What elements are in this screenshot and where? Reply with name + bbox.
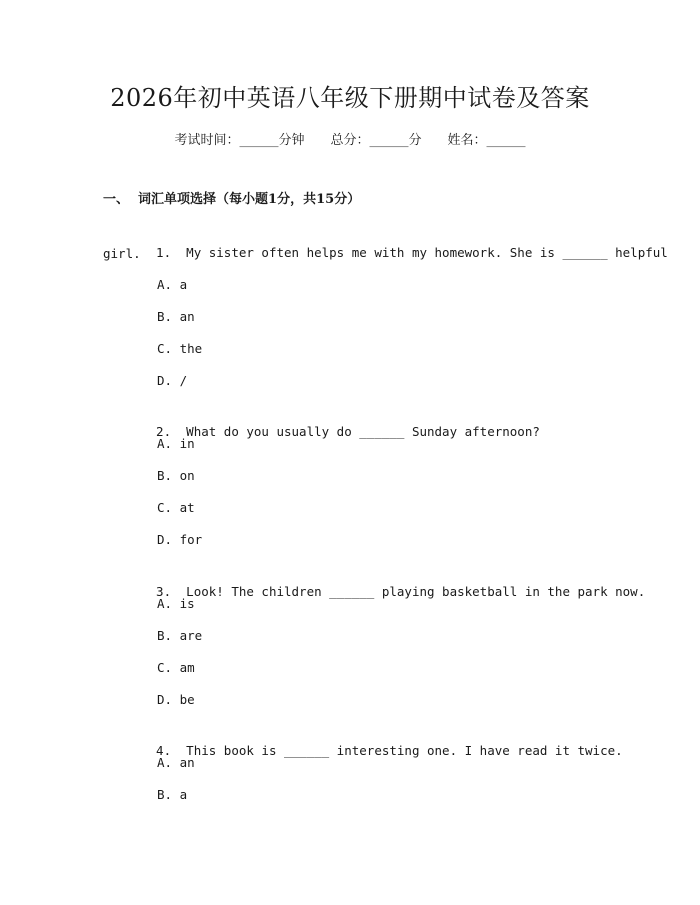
exam-meta xyxy=(0,131,700,151)
question-2-option-d: D. for xyxy=(157,532,203,547)
question-1-continued: girl. xyxy=(103,246,141,261)
question-2-option-c: C. at xyxy=(157,500,195,515)
question-number: 2. xyxy=(156,424,172,439)
section-heading: 一、 词汇单项选择（每小题1分，共15分） xyxy=(103,192,361,207)
question-4-option-a: A. an xyxy=(157,755,195,770)
question-2-option-b: B. on xyxy=(157,468,195,483)
question-number: 4. xyxy=(156,743,172,758)
question-stem: Look! The children ______ playing basketball in the park now. xyxy=(186,584,646,599)
question-1-option-d: D. / xyxy=(157,373,188,388)
exam-time: 考试时间：______分钟 xyxy=(174,133,305,148)
question-1-option-c: C. the xyxy=(157,341,203,356)
question-3-option-b: B. are xyxy=(157,628,203,643)
question-1-option-a: A. a xyxy=(157,277,188,292)
question-stem: This book is ______ interesting one. I have read it twice. xyxy=(186,743,623,758)
question-3-option-c: C. am xyxy=(157,660,195,675)
question-2-option-a: A. in xyxy=(157,436,195,451)
question-1-option-b: B. an xyxy=(157,309,195,324)
question-stem: My sister often helps me with my homework. She is ______ helpful xyxy=(186,245,668,260)
question-number: 3. xyxy=(156,584,172,599)
page-title: 2026年初中英语八年级下册期中试卷及答案 xyxy=(110,84,590,112)
exam-total-score: 总分：______分 xyxy=(330,133,422,148)
student-name: 姓名：______ xyxy=(447,133,526,148)
question-3-option-a: A. is xyxy=(157,596,195,611)
question-4-option-b: B. a xyxy=(157,787,188,802)
question-stem: What do you usually do ______ Sunday afternoon? xyxy=(186,424,540,439)
question-3-option-d: D. be xyxy=(157,692,195,707)
question-number: 1. xyxy=(156,245,172,260)
